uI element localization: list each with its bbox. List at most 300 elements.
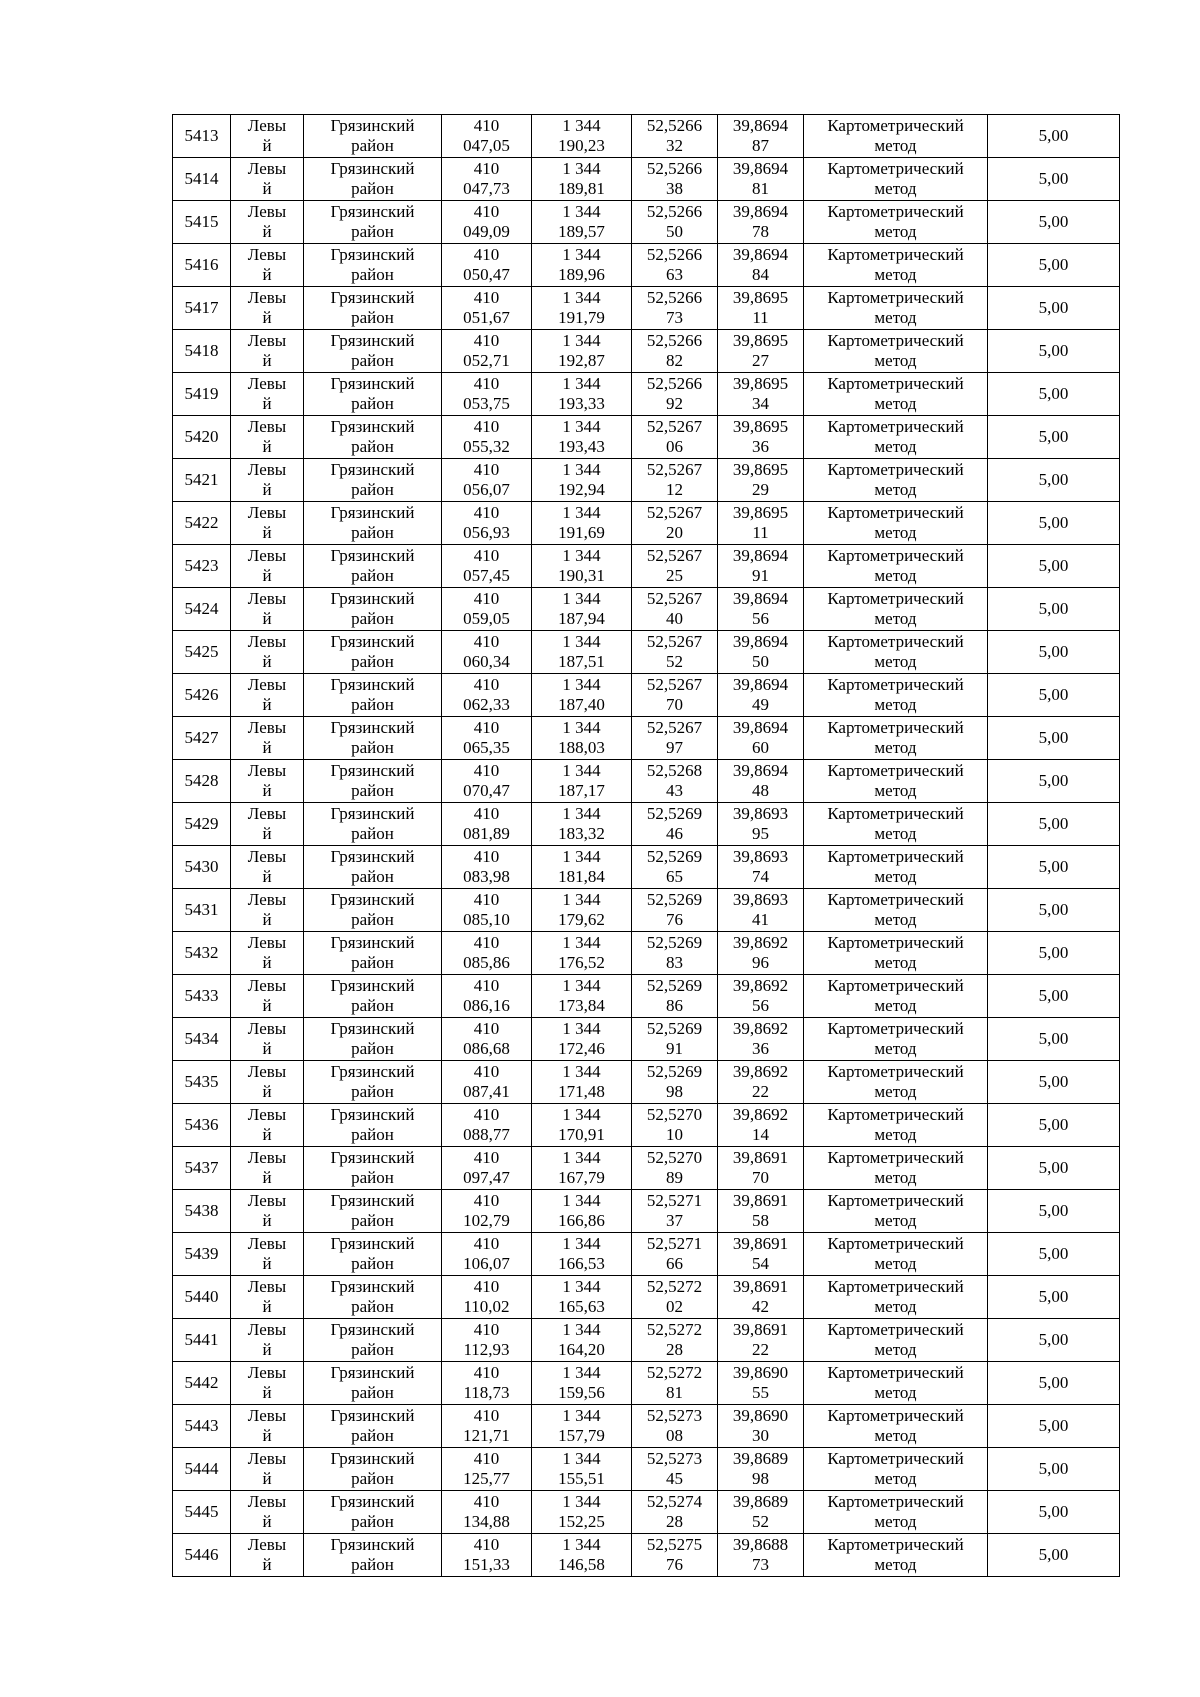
latitude-cell xyxy=(632,330,718,373)
side-line-1: Левы xyxy=(247,288,287,307)
side-cell xyxy=(231,1491,304,1534)
y-coordinate-line-1: 1 344 xyxy=(562,460,601,479)
x-coordinate-line-1: 410 xyxy=(473,847,500,866)
y-coordinate-cell xyxy=(532,545,632,588)
longitude-line-1: 39,8694 xyxy=(732,589,789,608)
district-line-2: район xyxy=(351,1469,394,1488)
method-line-1: Картометрический xyxy=(827,1234,964,1253)
table-row xyxy=(173,932,1120,975)
longitude-cell xyxy=(718,1319,804,1362)
x-coordinate-line-2: 121,71 xyxy=(463,1426,510,1445)
longitude-line-2: 81 xyxy=(752,179,769,198)
side-line-1: Левы xyxy=(247,1019,287,1038)
longitude-line-1: 39,8694 xyxy=(732,245,789,264)
y-coordinate-line-2: 187,51 xyxy=(558,652,605,671)
side-line-2: й xyxy=(262,179,272,198)
method-line-2: метод xyxy=(874,1512,917,1531)
side-cell xyxy=(231,1448,304,1491)
side-cell xyxy=(231,1405,304,1448)
y-coordinate-cell xyxy=(532,1319,632,1362)
y-coordinate-line-1: 1 344 xyxy=(562,933,601,952)
y-coordinate-cell xyxy=(532,1104,632,1147)
side-line-1: Левы xyxy=(247,976,287,995)
longitude-cell xyxy=(718,760,804,803)
side-cell xyxy=(231,760,304,803)
district-line-1: Грязинский xyxy=(330,331,415,350)
y-coordinate-line-1: 1 344 xyxy=(562,288,601,307)
method-line-1: Картометрический xyxy=(827,1019,964,1038)
method-line-1: Картометрический xyxy=(827,632,964,651)
accuracy-cell: 5,00 xyxy=(988,287,1120,330)
longitude-line-1: 39,8695 xyxy=(732,503,789,522)
x-coordinate-cell xyxy=(442,1061,532,1104)
district-line-2: район xyxy=(351,1211,394,1230)
accuracy-cell: 5,00 xyxy=(988,459,1120,502)
district-line-1: Грязинский xyxy=(330,374,415,393)
district-line-1: Грязинский xyxy=(330,417,415,436)
y-coordinate-cell xyxy=(532,588,632,631)
y-coordinate-cell xyxy=(532,803,632,846)
district-line-1: Грязинский xyxy=(330,116,415,135)
point-number-cell: 5420 xyxy=(173,416,231,459)
y-coordinate-cell xyxy=(532,373,632,416)
point-number-cell: 5414 xyxy=(173,158,231,201)
accuracy-cell: 5,00 xyxy=(988,1491,1120,1534)
longitude-line-1: 39,8693 xyxy=(732,804,789,823)
side-cell xyxy=(231,115,304,158)
table-row xyxy=(173,459,1120,502)
district-line-1: Грязинский xyxy=(330,1148,415,1167)
method-line-2: метод xyxy=(874,1211,917,1230)
method-cell xyxy=(804,1104,988,1147)
accuracy-cell: 5,00 xyxy=(988,1319,1120,1362)
latitude-cell xyxy=(632,373,718,416)
point-number-cell: 5446 xyxy=(173,1534,231,1577)
longitude-cell xyxy=(718,889,804,932)
latitude-line-2: 10 xyxy=(666,1125,683,1144)
method-line-1: Картометрический xyxy=(827,847,964,866)
y-coordinate-line-1: 1 344 xyxy=(562,632,601,651)
y-coordinate-cell xyxy=(532,1018,632,1061)
district-line-1: Грязинский xyxy=(330,1234,415,1253)
latitude-line-1: 52,5273 xyxy=(646,1406,703,1425)
x-coordinate-line-1: 410 xyxy=(473,675,500,694)
x-coordinate-line-2: 086,68 xyxy=(463,1039,510,1058)
district-line-2: район xyxy=(351,781,394,800)
district-cell xyxy=(304,1319,442,1362)
side-line-2: й xyxy=(262,1340,272,1359)
method-line-1: Картометрический xyxy=(827,1191,964,1210)
method-cell xyxy=(804,459,988,502)
method-line-2: метод xyxy=(874,1555,917,1574)
latitude-line-1: 52,5267 xyxy=(646,675,703,694)
x-coordinate-cell xyxy=(442,1276,532,1319)
x-coordinate-line-1: 410 xyxy=(473,1406,500,1425)
side-line-2: й xyxy=(262,867,272,886)
point-number-cell: 5444 xyxy=(173,1448,231,1491)
accuracy-cell: 5,00 xyxy=(988,373,1120,416)
side-line-2: й xyxy=(262,1039,272,1058)
method-line-2: метод xyxy=(874,1383,917,1402)
x-coordinate-line-2: 049,09 xyxy=(463,222,510,241)
x-coordinate-line-1: 410 xyxy=(473,1234,500,1253)
latitude-line-1: 52,5267 xyxy=(646,417,703,436)
longitude-line-1: 39,8689 xyxy=(732,1449,789,1468)
district-cell xyxy=(304,1491,442,1534)
side-line-1: Левы xyxy=(247,632,287,651)
y-coordinate-cell xyxy=(532,1190,632,1233)
side-line-2: й xyxy=(262,1125,272,1144)
y-coordinate-line-2: 152,25 xyxy=(558,1512,605,1531)
x-coordinate-line-1: 410 xyxy=(473,1277,500,1296)
longitude-line-2: 54 xyxy=(752,1254,769,1273)
district-line-2: район xyxy=(351,1082,394,1101)
side-line-2: й xyxy=(262,265,272,284)
method-line-2: метод xyxy=(874,867,917,886)
latitude-line-1: 52,5270 xyxy=(646,1148,703,1167)
y-coordinate-cell xyxy=(532,1147,632,1190)
side-line-2: й xyxy=(262,222,272,241)
latitude-cell xyxy=(632,674,718,717)
longitude-line-1: 39,8688 xyxy=(732,1535,789,1554)
side-line-2: й xyxy=(262,695,272,714)
district-line-1: Грязинский xyxy=(330,460,415,479)
x-coordinate-line-1: 410 xyxy=(473,1492,500,1511)
accuracy-cell: 5,00 xyxy=(988,244,1120,287)
y-coordinate-line-1: 1 344 xyxy=(562,1148,601,1167)
y-coordinate-line-1: 1 344 xyxy=(562,1105,601,1124)
table-row xyxy=(173,1018,1120,1061)
latitude-cell xyxy=(632,846,718,889)
longitude-cell xyxy=(718,1233,804,1276)
latitude-cell xyxy=(632,1534,718,1577)
latitude-line-2: 45 xyxy=(666,1469,683,1488)
district-line-2: район xyxy=(351,609,394,628)
x-coordinate-line-1: 410 xyxy=(473,1148,500,1167)
y-coordinate-cell xyxy=(532,631,632,674)
method-line-2: метод xyxy=(874,1168,917,1187)
y-coordinate-cell xyxy=(532,330,632,373)
district-line-2: район xyxy=(351,1555,394,1574)
longitude-line-2: 56 xyxy=(752,609,769,628)
side-cell xyxy=(231,588,304,631)
district-cell xyxy=(304,1276,442,1319)
side-line-1: Левы xyxy=(247,1062,287,1081)
side-line-1: Левы xyxy=(247,1105,287,1124)
latitude-line-2: 08 xyxy=(666,1426,683,1445)
method-cell xyxy=(804,1276,988,1319)
side-line-2: й xyxy=(262,910,272,929)
latitude-line-1: 52,5269 xyxy=(646,890,703,909)
longitude-line-1: 39,8689 xyxy=(732,1492,789,1511)
x-coordinate-line-1: 410 xyxy=(473,1363,500,1382)
y-coordinate-line-2: 157,79 xyxy=(558,1426,605,1445)
longitude-cell xyxy=(718,502,804,545)
y-coordinate-line-1: 1 344 xyxy=(562,718,601,737)
latitude-line-1: 52,5266 xyxy=(646,116,703,135)
district-line-1: Грязинский xyxy=(330,976,415,995)
method-line-2: метод xyxy=(874,910,917,929)
method-line-2: метод xyxy=(874,1469,917,1488)
x-coordinate-cell xyxy=(442,631,532,674)
district-line-2: район xyxy=(351,953,394,972)
longitude-cell xyxy=(718,1405,804,1448)
side-line-1: Левы xyxy=(247,1234,287,1253)
x-coordinate-line-1: 410 xyxy=(473,1019,500,1038)
side-cell xyxy=(231,244,304,287)
y-coordinate-line-2: 193,43 xyxy=(558,437,605,456)
side-cell xyxy=(231,1061,304,1104)
x-coordinate-cell xyxy=(442,1233,532,1276)
accuracy-cell: 5,00 xyxy=(988,588,1120,631)
x-coordinate-line-2: 081,89 xyxy=(463,824,510,843)
longitude-cell xyxy=(718,1147,804,1190)
x-coordinate-line-2: 047,05 xyxy=(463,136,510,155)
x-coordinate-line-1: 410 xyxy=(473,245,500,264)
latitude-cell xyxy=(632,932,718,975)
latitude-cell xyxy=(632,975,718,1018)
x-coordinate-line-2: 070,47 xyxy=(463,781,510,800)
y-coordinate-cell xyxy=(532,1405,632,1448)
district-line-1: Грязинский xyxy=(330,890,415,909)
longitude-line-2: 95 xyxy=(752,824,769,843)
longitude-cell xyxy=(718,1534,804,1577)
method-line-2: метод xyxy=(874,437,917,456)
x-coordinate-cell xyxy=(442,330,532,373)
longitude-line-1: 39,8695 xyxy=(732,331,789,350)
district-cell xyxy=(304,115,442,158)
method-cell xyxy=(804,330,988,373)
longitude-cell xyxy=(718,545,804,588)
side-line-2: й xyxy=(262,1082,272,1101)
method-line-1: Картометрический xyxy=(827,1320,964,1339)
longitude-line-2: 41 xyxy=(752,910,769,929)
longitude-line-2: 30 xyxy=(752,1426,769,1445)
district-cell xyxy=(304,1147,442,1190)
point-number-cell: 5445 xyxy=(173,1491,231,1534)
y-coordinate-line-2: 189,81 xyxy=(558,179,605,198)
side-cell xyxy=(231,287,304,330)
district-line-1: Грязинский xyxy=(330,761,415,780)
latitude-line-1: 52,5266 xyxy=(646,202,703,221)
method-line-1: Картометрический xyxy=(827,1535,964,1554)
method-line-2: метод xyxy=(874,265,917,284)
accuracy-cell: 5,00 xyxy=(988,631,1120,674)
latitude-line-2: 73 xyxy=(666,308,683,327)
method-line-2: метод xyxy=(874,308,917,327)
side-line-1: Левы xyxy=(247,546,287,565)
latitude-line-1: 52,5267 xyxy=(646,718,703,737)
district-cell xyxy=(304,1362,442,1405)
longitude-line-1: 39,8695 xyxy=(732,460,789,479)
longitude-line-2: 96 xyxy=(752,953,769,972)
method-line-1: Картометрический xyxy=(827,374,964,393)
x-coordinate-cell xyxy=(442,588,532,631)
latitude-cell xyxy=(632,1491,718,1534)
side-line-2: й xyxy=(262,1426,272,1445)
point-number-cell: 5440 xyxy=(173,1276,231,1319)
district-line-1: Грязинский xyxy=(330,546,415,565)
method-line-2: метод xyxy=(874,1254,917,1273)
method-line-1: Картометрический xyxy=(827,976,964,995)
district-line-1: Грязинский xyxy=(330,503,415,522)
accuracy-cell: 5,00 xyxy=(988,975,1120,1018)
accuracy-cell: 5,00 xyxy=(988,416,1120,459)
longitude-line-2: 36 xyxy=(752,437,769,456)
x-coordinate-line-2: 102,79 xyxy=(463,1211,510,1230)
side-cell xyxy=(231,674,304,717)
district-line-1: Грязинский xyxy=(330,245,415,264)
side-cell xyxy=(231,1018,304,1061)
side-cell xyxy=(231,158,304,201)
point-number-cell: 5419 xyxy=(173,373,231,416)
latitude-cell xyxy=(632,1276,718,1319)
accuracy-cell: 5,00 xyxy=(988,330,1120,373)
district-cell xyxy=(304,1190,442,1233)
latitude-line-1: 52,5267 xyxy=(646,589,703,608)
latitude-cell xyxy=(632,588,718,631)
latitude-line-1: 52,5267 xyxy=(646,460,703,479)
method-cell xyxy=(804,889,988,932)
method-cell xyxy=(804,1233,988,1276)
side-cell xyxy=(231,1276,304,1319)
x-coordinate-line-2: 112,93 xyxy=(463,1340,510,1359)
y-coordinate-cell xyxy=(532,717,632,760)
y-coordinate-line-1: 1 344 xyxy=(562,1449,601,1468)
side-line-1: Левы xyxy=(247,1449,287,1468)
latitude-cell xyxy=(632,889,718,932)
side-line-2: й xyxy=(262,609,272,628)
longitude-line-2: 36 xyxy=(752,1039,769,1058)
y-coordinate-line-2: 159,56 xyxy=(558,1383,605,1402)
point-number-cell: 5439 xyxy=(173,1233,231,1276)
table-row xyxy=(173,201,1120,244)
y-coordinate-line-1: 1 344 xyxy=(562,804,601,823)
y-coordinate-line-1: 1 344 xyxy=(562,1406,601,1425)
district-line-1: Грязинский xyxy=(330,847,415,866)
latitude-line-2: 81 xyxy=(666,1383,683,1402)
district-line-2: район xyxy=(351,523,394,542)
table-row xyxy=(173,330,1120,373)
x-coordinate-line-1: 410 xyxy=(473,374,500,393)
side-line-2: й xyxy=(262,1512,272,1531)
side-line-1: Левы xyxy=(247,804,287,823)
district-line-1: Грязинский xyxy=(330,804,415,823)
district-cell xyxy=(304,1405,442,1448)
table-row xyxy=(173,674,1120,717)
latitude-line-1: 52,5272 xyxy=(646,1320,703,1339)
x-coordinate-line-1: 410 xyxy=(473,1320,500,1339)
x-coordinate-line-2: 106,07 xyxy=(463,1254,510,1273)
method-cell xyxy=(804,932,988,975)
side-cell xyxy=(231,1190,304,1233)
side-line-1: Левы xyxy=(247,116,287,135)
district-line-2: район xyxy=(351,1039,394,1058)
latitude-line-2: 76 xyxy=(666,1555,683,1574)
side-line-2: й xyxy=(262,1297,272,1316)
method-line-2: метод xyxy=(874,652,917,671)
x-coordinate-line-1: 410 xyxy=(473,632,500,651)
y-coordinate-line-1: 1 344 xyxy=(562,245,601,264)
method-cell xyxy=(804,1319,988,1362)
side-line-2: й xyxy=(262,1254,272,1273)
district-line-1: Грязинский xyxy=(330,1105,415,1124)
table-row xyxy=(173,416,1120,459)
method-cell xyxy=(804,1018,988,1061)
method-line-2: метод xyxy=(874,480,917,499)
point-number-cell: 5431 xyxy=(173,889,231,932)
side-cell xyxy=(231,1362,304,1405)
latitude-cell xyxy=(632,1190,718,1233)
y-coordinate-line-2: 189,96 xyxy=(558,265,605,284)
y-coordinate-line-2: 164,20 xyxy=(558,1340,605,1359)
y-coordinate-cell xyxy=(532,932,632,975)
y-coordinate-line-1: 1 344 xyxy=(562,1535,601,1554)
y-coordinate-cell xyxy=(532,287,632,330)
method-cell xyxy=(804,975,988,1018)
latitude-line-2: 20 xyxy=(666,523,683,542)
y-coordinate-cell xyxy=(532,1061,632,1104)
method-line-1: Картометрический xyxy=(827,1406,964,1425)
x-coordinate-line-2: 060,34 xyxy=(463,652,510,671)
side-line-2: й xyxy=(262,1168,272,1187)
district-cell xyxy=(304,1448,442,1491)
y-coordinate-line-2: 187,40 xyxy=(558,695,605,714)
accuracy-cell: 5,00 xyxy=(988,1362,1120,1405)
x-coordinate-line-1: 410 xyxy=(473,804,500,823)
method-line-1: Картометрический xyxy=(827,546,964,565)
longitude-line-2: 42 xyxy=(752,1297,769,1316)
x-coordinate-line-1: 410 xyxy=(473,1062,500,1081)
district-line-2: район xyxy=(351,308,394,327)
district-line-1: Грязинский xyxy=(330,632,415,651)
accuracy-cell: 5,00 xyxy=(988,1405,1120,1448)
accuracy-cell: 5,00 xyxy=(988,1018,1120,1061)
district-line-2: район xyxy=(351,1254,394,1273)
y-coordinate-line-1: 1 344 xyxy=(562,675,601,694)
latitude-line-2: 46 xyxy=(666,824,683,843)
accuracy-cell: 5,00 xyxy=(988,1147,1120,1190)
district-cell xyxy=(304,158,442,201)
side-line-2: й xyxy=(262,1383,272,1402)
y-coordinate-line-2: 146,58 xyxy=(558,1555,605,1574)
district-line-2: район xyxy=(351,1125,394,1144)
point-number-cell: 5418 xyxy=(173,330,231,373)
side-line-2: й xyxy=(262,566,272,585)
longitude-line-2: 14 xyxy=(752,1125,769,1144)
longitude-cell xyxy=(718,975,804,1018)
longitude-line-2: 87 xyxy=(752,136,769,155)
longitude-line-2: 22 xyxy=(752,1340,769,1359)
table-row xyxy=(173,1319,1120,1362)
point-number-cell: 5443 xyxy=(173,1405,231,1448)
longitude-line-1: 39,8690 xyxy=(732,1363,789,1382)
y-coordinate-line-1: 1 344 xyxy=(562,1062,601,1081)
latitude-line-2: 32 xyxy=(666,136,683,155)
table-row xyxy=(173,1448,1120,1491)
accuracy-cell: 5,00 xyxy=(988,115,1120,158)
point-number-cell: 5432 xyxy=(173,932,231,975)
district-cell xyxy=(304,244,442,287)
x-coordinate-line-1: 410 xyxy=(473,933,500,952)
longitude-line-1: 39,8695 xyxy=(732,374,789,393)
method-cell xyxy=(804,674,988,717)
side-cell xyxy=(231,1104,304,1147)
longitude-cell xyxy=(718,1061,804,1104)
x-coordinate-line-1: 410 xyxy=(473,976,500,995)
latitude-cell xyxy=(632,545,718,588)
longitude-line-2: 60 xyxy=(752,738,769,757)
